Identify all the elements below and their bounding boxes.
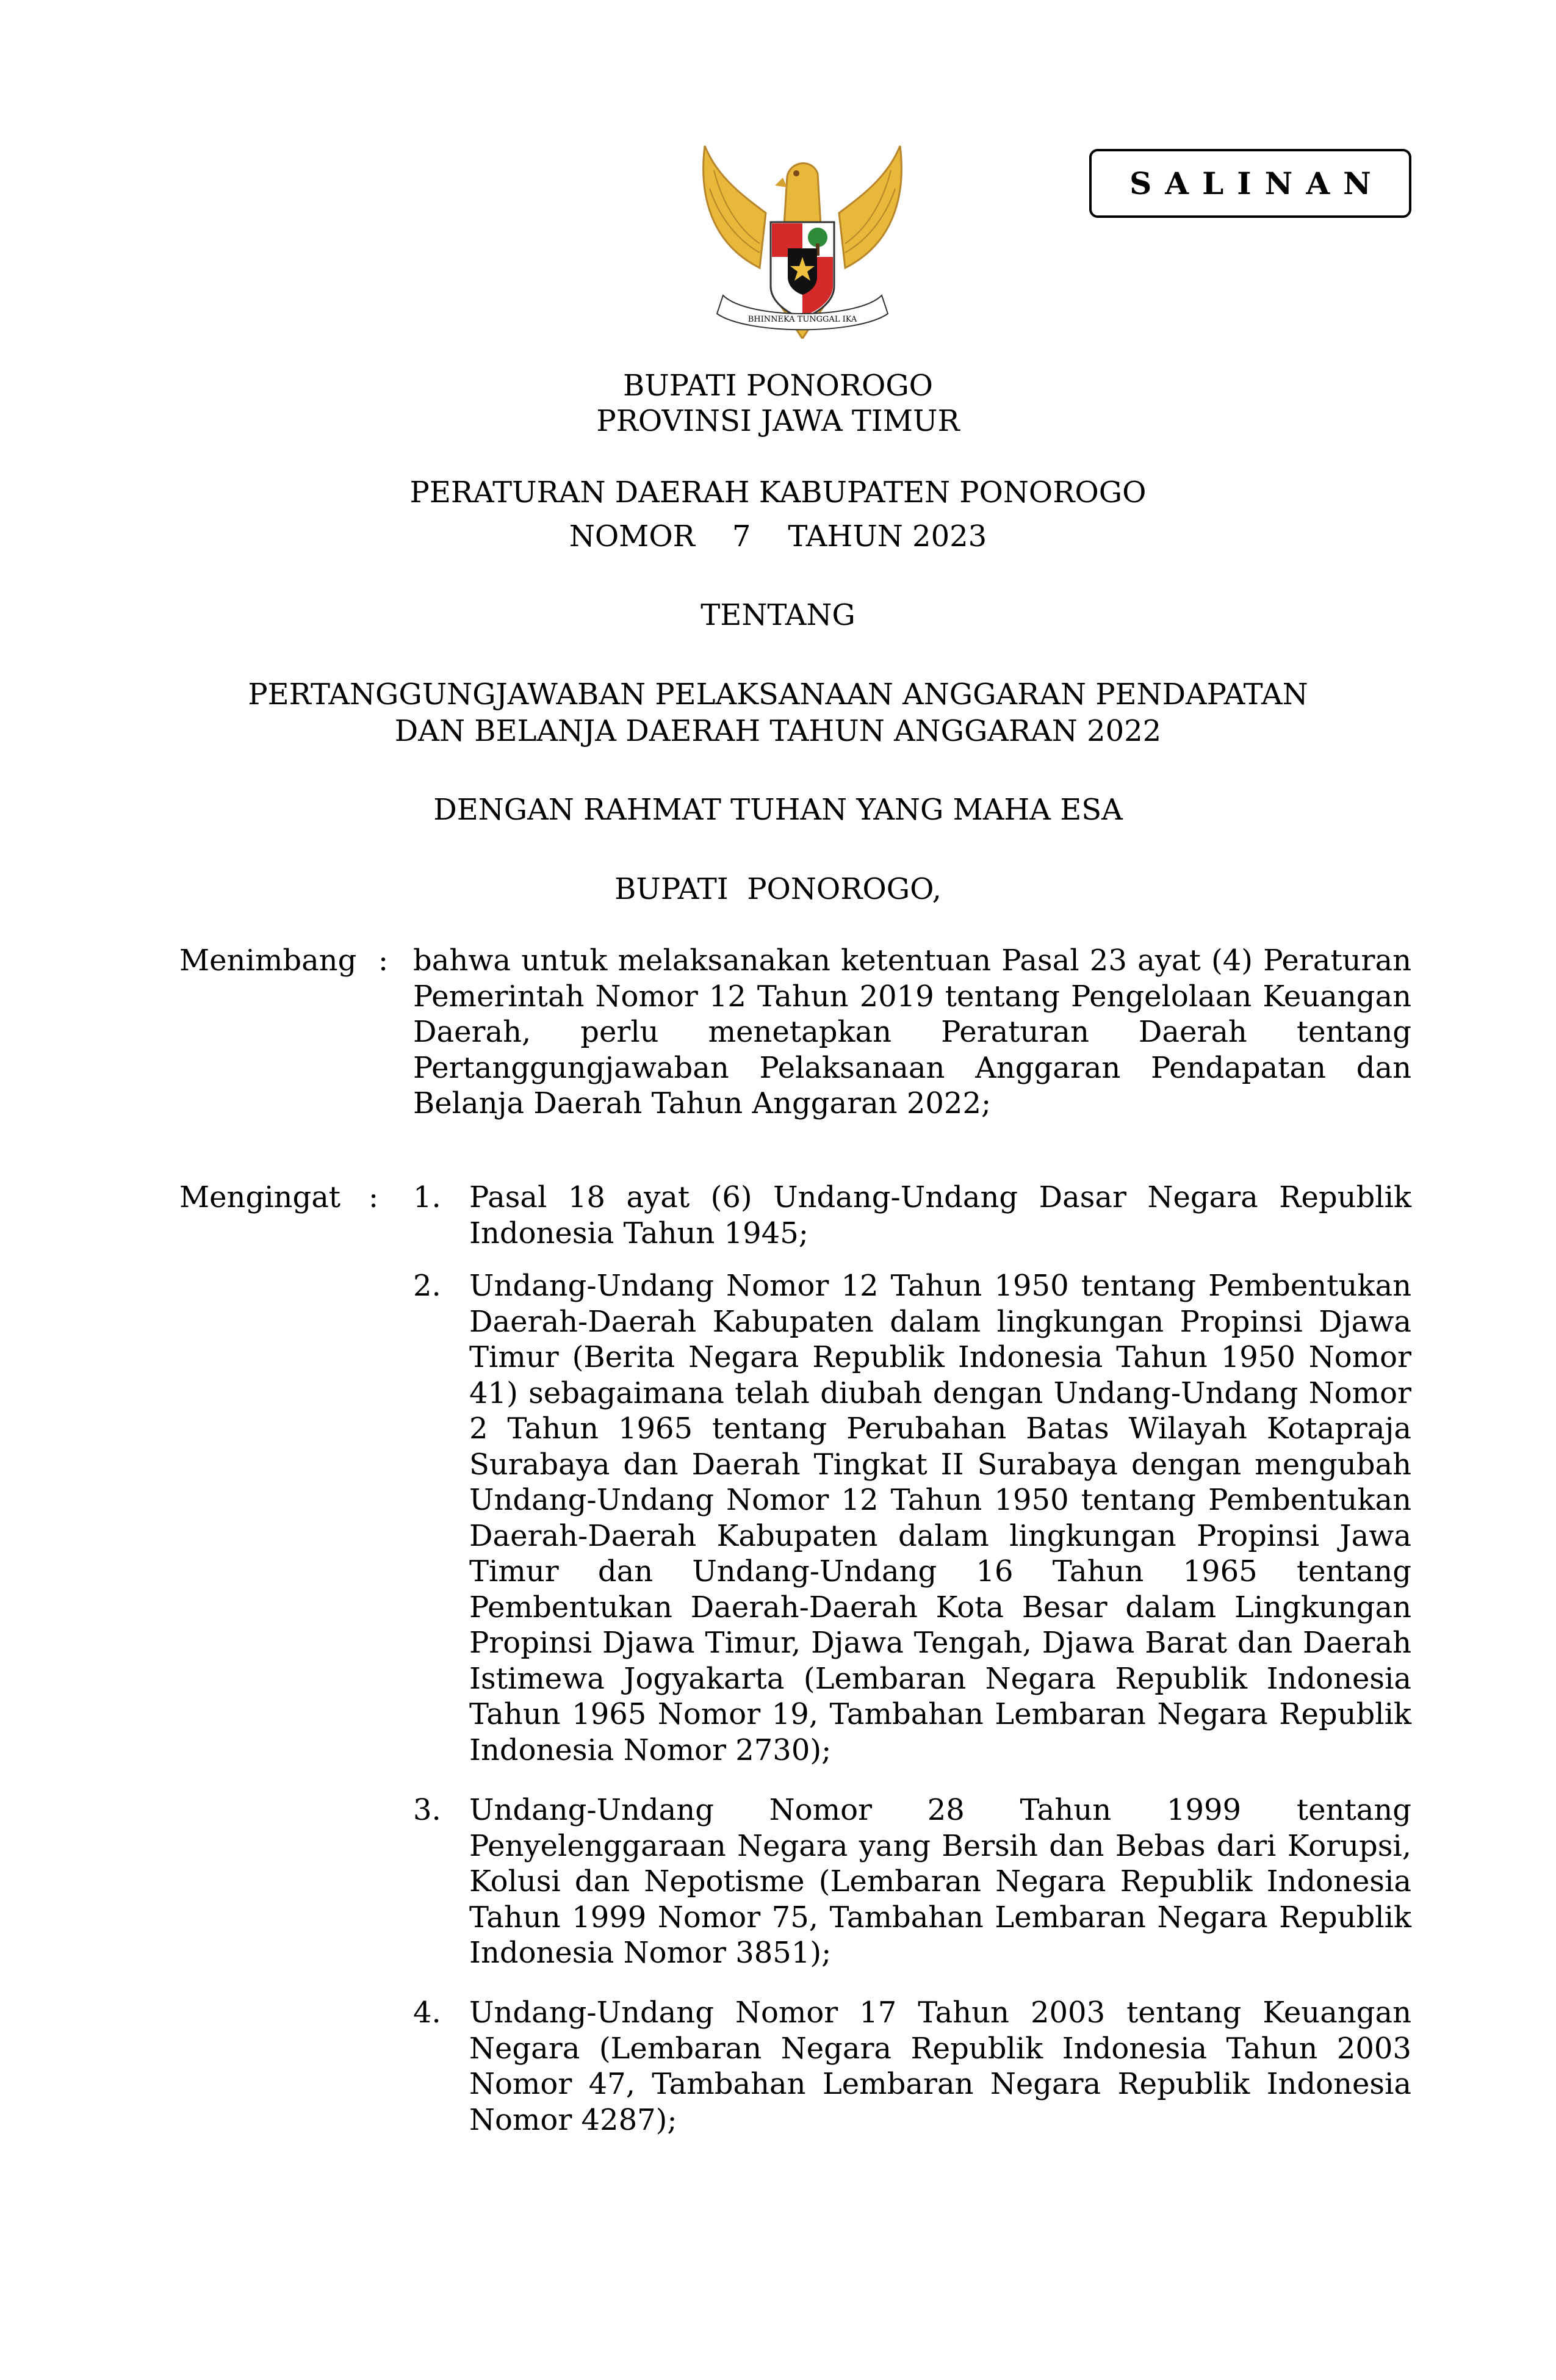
menimbang-section <box>179 943 1412 1126</box>
regulation-type: PERATURAN DAERAH KABUPATEN PONOROGO <box>409 475 1147 510</box>
regulation-title-line-2: DAN BELANJA DAERAH TAHUN ANGGARAN 2022 <box>394 714 1162 748</box>
item-text: Undang-Undang Nomor 12 Tahun 1950 tentang Pembentukan Daerah-Daerah Kabupaten dalam lingkungan Propinsi Djawa Timur (Berita Negara Republik Indonesia Tahun 1950 Nomor 41) sebagaimana telah diubah dengan Undang-Undang Nomor 2 Tahun 1965 tentang Perubahan Batas Wilayah Kotapraja Surabaya dan Daerah Tingkat II Surabaya dengan mengubah Undang-Undang Nomor 12 Tahun 1950 tentang Pembentukan Daerah-Daerah Kabupaten dalam lingkungan Propinsi Jawa Timur dan Undang-Undang 16 Tahun 1965 tentang Pembentukan Daerah-Daerah Kota Besar dalam Lingkungan Propinsi Djawa Timur, Djawa Tengah, Djawa Barat dan Daerah Istimewa Jogyakarta (Lembaran Negara Republik Indonesia Tahun 1965 Nomor 19, Tambahan Lembaran Negara Republik Indonesia Nomor 2730); <box>469 1269 1411 1767</box>
menimbang-label: Menimbang <box>179 943 357 978</box>
blessing-line: DENGAN RAHMAT TUHAN YANG MAHA ESA <box>433 793 1123 827</box>
item-number: 3. <box>413 1793 441 1827</box>
item-number: 2. <box>413 1269 441 1303</box>
regulation-title-line-1: PERTANGGUNGJAWABAN PELAKSANAAN ANGGARAN PENDAPATAN <box>248 677 1308 712</box>
item-text: Undang-Undang Nomor 17 Tahun 2003 tentang Keuangan Negara (Lembaran Negara Republik Indonesia Tahun 2003 Nomor 47, Tambahan Lembaran Negara Republik Indonesia Nomor 4287); <box>469 1996 1411 2137</box>
about-heading: TENTANG <box>701 598 855 632</box>
issuer-line-1: BUPATI PONOROGO <box>622 369 934 403</box>
garuda-pancasila-emblem-icon <box>699 140 906 339</box>
mengingat-colon: : <box>369 1180 379 1214</box>
emblem-motto: BHINNEKA TUNGGAL IKA <box>747 315 857 324</box>
menimbang-colon: : <box>378 943 389 978</box>
item-number: 4. <box>413 1996 441 2030</box>
item-text: Undang-Undang Nomor 28 Tahun 1999 tentang Penyelenggaraan Negara yang Bersih dan Bebas dari Korupsi, Kolusi dan Nepotisme (Lembaran Negara Republik Indonesia Tahun 1999 Nomor 75, Tambahan Lembaran Negara Republik Indonesia Nomor 3851); <box>469 1793 1411 1970</box>
mengingat-label: Mengingat <box>179 1180 341 1214</box>
enacting-official: BUPATI PONOROGO, <box>614 872 942 906</box>
menimbang-text: bahwa untuk melaksanakan ketentuan Pasal 23 ayat (4) Peraturan Pemerintah Nomor 12 Tahun 2019 tentang Pengelolaan Keuangan Daerah, perlu menetapkan Peraturan Daerah tentang Pertanggungjawaban Pelaksanaan Anggaran Pendapatan dan Belanja Daerah Tahun Anggaran 2022; <box>413 943 1411 1120</box>
item-number: 1. <box>413 1180 441 1214</box>
issuer-line-2: PROVINSI JAWA TIMUR <box>596 404 960 438</box>
salinan-stamp-text: SALINAN <box>1129 165 1385 201</box>
mengingat-section <box>179 1180 1412 2217</box>
item-text: Pasal 18 ayat (6) Undang-Undang Dasar Negara Republik Indonesia Tahun 1945; <box>469 1180 1411 1250</box>
salinan-stamp <box>1089 149 1411 218</box>
regulation-number: NOMOR 7 TAHUN 2023 <box>569 519 987 554</box>
